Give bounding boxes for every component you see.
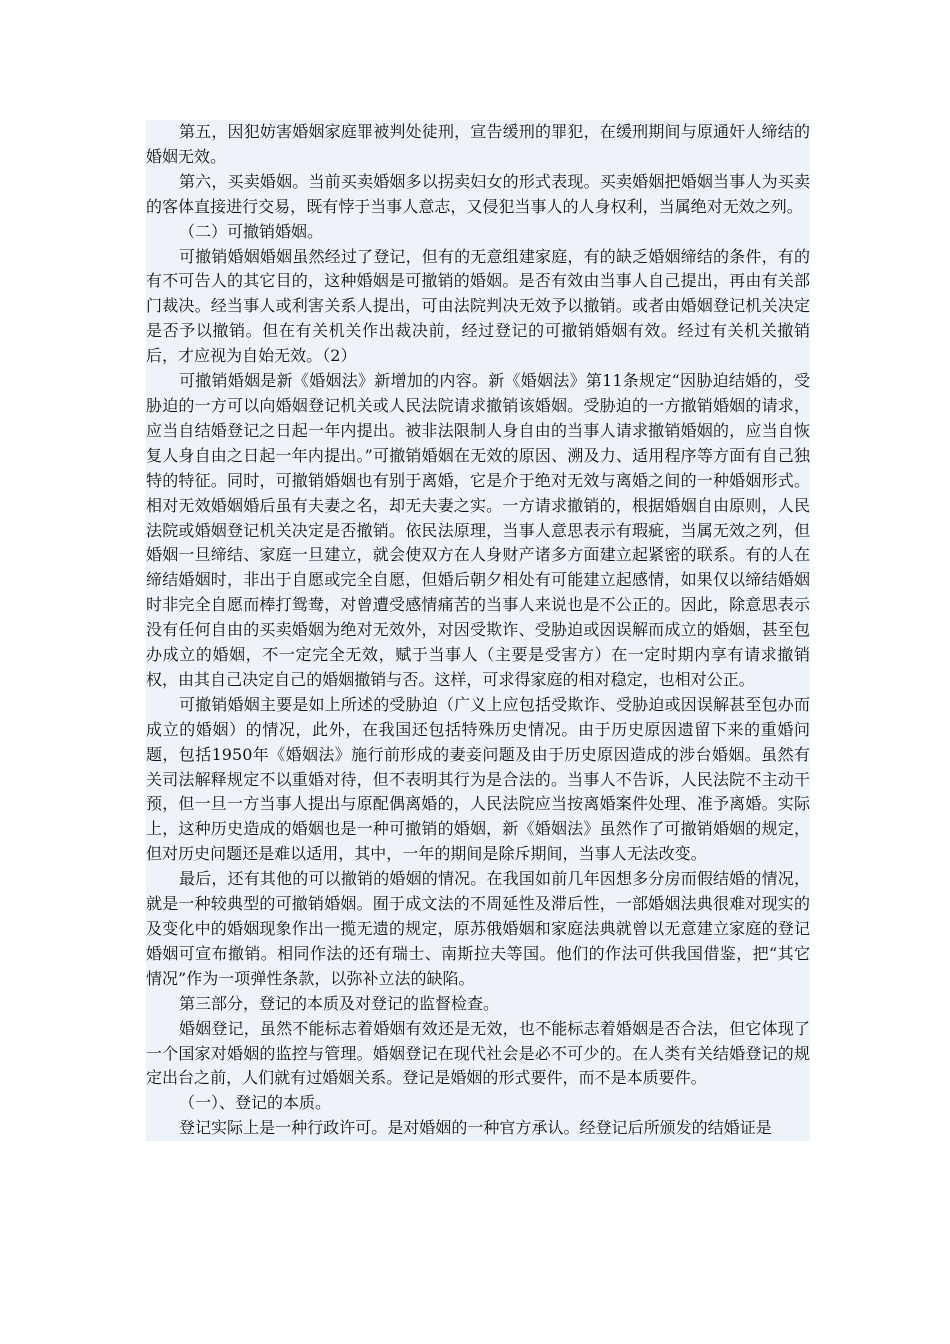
section-heading-revocable-marriage: （二）可撤销婚姻。 <box>179 221 324 241</box>
paragraph-fifth-clause: 第五，因犯妨害婚姻家庭罪被判处徒刑，宣告缓刑的罪犯，在缓刑期间与原通奸人缔结的婚姻无效。 <box>146 122 810 166</box>
paragraph-revocable-historical: 可撤销婚姻主要是如上所述的受胁迫（广义上应包括受欺诈、受胁迫或因误解甚至包办而成立的婚姻）的情况，此外，在我国还包括特殊历史情况。由于历史原因遗留下来的重婚问题，包括1950年《婚姻法》施行前形成的妻妾问题及由于历史原因造成的涉台婚姻。虽然有关司法解释规定不以重婚对待，但不表明其行为是合法的。当事人不告诉，人民法院不主动干预，但一旦一方当事人提出与原配偶离婚的，人民法院应当按离婚案件处理、准予离婚。实际上，这种历史造成的婚姻也是一种可撤销的婚姻，新《婚姻法》虽然作了可撤销婚姻的规定，但对历史问题还是难以适用，其中，一年的期间是除斥期间，当事人无法改变。 <box>146 694 810 864</box>
section-heading-registration-nature: （一）、登记的本质。 <box>179 1093 332 1113</box>
paragraph-sixth-clause: 第六，买卖婚姻。当前买卖婚姻多以拐卖妇女的形式表现。买卖婚姻把婚姻当事人为买卖的客体直接进行交易，既有悖于当事人意志，又侵犯当事人的人身权利，当属绝对无效之列。 <box>146 171 810 216</box>
paragraph-registration-intro: 婚姻登记，虽然不能标志着婚姻有效还是无效，也不能标志着婚姻是否合法，但它体现了一个国家对婚姻的监控与管理。婚姻登记在现代社会是必不可少的。在人类有关结婚登记的规定出台之前，人们就有过婚姻关系。登记是婚姻的形式要件，而不是本质要件。 <box>146 1018 810 1088</box>
paragraph-revocable-new-law: 可撤销婚姻是新《婚姻法》新增加的内容。新《婚姻法》第11条规定“因胁迫结婚的，受胁迫的一方可以向婚姻登记机关或人民法院请求撤销该婚姻。受胁迫的一方撤销婚姻的请求，应当自结婚登记之日起一年内提出。被非法限制人身自由的当事人请求撤销婚姻的，应当自恢复人身自由之日起一年内提出。”可撤销婚姻在无效的原因、溯及力、适用程序等方面有自己独特的特征。同时，可撤销婚姻也有别于离婚，它是介于绝对无效与离婚之间的一种婚姻形式。相对无效婚姻婚后虽有夫妻之名，却无夫妻之实。一方请求撤销的，根据婚姻自由原则，人民法院或婚姻登记机关决定是否撤销。依民法原理，当事人意思表示有瑕疵，当属无效之列，但婚姻一旦缔结、家庭一旦建立，就会使双方在人身财产诸多方面建立起紧密的联系。有的人在缔结婚姻时，非出于自愿或完全自愿，但婚后朝夕相处有可能建立起感情，如果仅以缔结婚姻时非完全自愿而棒打鸳鸯，对曾遭受感情痛苦的当事人来说也是不公正的。因此，除意思表示没有任何自由的买卖婚姻为绝对无效外，对因受欺诈、受胁迫或因误解而成立的婚姻，甚至包办成立的婚姻，不一定完全无效，赋于当事人（主要是受害方）在一定时期内享有请求撤销权，由其自己决定自己的婚姻撤销与否。这样，可求得家庭的相对稳定，也相对公正。 <box>146 371 810 689</box>
section-heading-part-three: 第三部分，登记的本质及对登记的监督检查。 <box>179 993 500 1013</box>
paragraph-registration-license: 登记实际上是一种行政许可。是对婚姻的一种官方承认。经登记后所颁发的结婚证是 <box>179 1118 772 1138</box>
paragraph-revocable-other: 最后，还有其他的可以撤销的婚姻的情况。在我国如前几年因想多分房而假结婚的情况，就是一种较典型的可撤销婚姻。囿于成文法的不周延性及滞后性，一部婚姻法典很难对现实的及变化中的婚姻现象作出一揽无遗的规定，原苏俄婚姻和家庭法典就曾以无意建立家庭的登记婚姻可宣布撤销。相同作法的还有瑞士、南斯拉夫等国。他们的作法可供我国借鉴，把“其它情况”作为一项弹性条款，以弥补立法的缺陷。 <box>146 869 810 988</box>
paragraph-revocable-definition: 可撤销婚姻婚姻虽然经过了登记，但有的无意组建家庭，有的缺乏婚姻缔结的条件，有的有不可告人的其它目的，这种婚姻是可撤销的婚姻。是否有效由当事人自己提出，再由有关部门裁决。经当事人或利害关系人提出，可由法院判决无效予以撤销。或者由婚姻登记机关决定是否予以撤销。但在有关机关作出裁决前，经过登记的可撤销婚姻有效。经过有关机关撤销后，才应视为自始无效。（2） <box>146 246 810 366</box>
document-body <box>146 120 810 1141</box>
